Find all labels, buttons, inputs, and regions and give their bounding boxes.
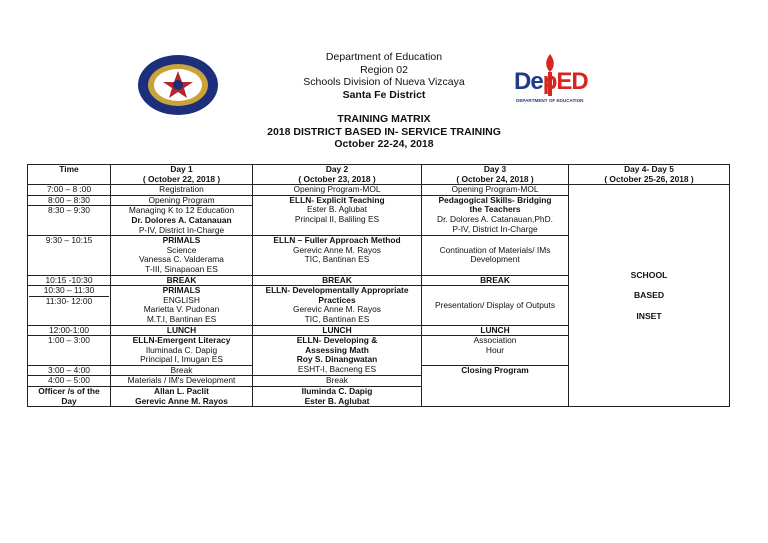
officer-name: Allan L. Paclit	[154, 386, 209, 397]
time-cell: 12:00-1:00	[28, 325, 111, 336]
day1-cell: Registration	[111, 185, 253, 196]
session-title: Assessing Math	[305, 344, 369, 355]
day1-cell: Break	[111, 365, 253, 376]
col-day2-header	[253, 165, 422, 185]
day3-cell	[422, 195, 569, 235]
speaker-name: Dr. Dolores A. Catanauan	[131, 214, 232, 225]
day2-cell	[253, 236, 422, 275]
session-title: ELLN – Fuller Approach Method	[273, 235, 401, 246]
header-district: Santa Fe District	[342, 88, 426, 101]
day2-cell: Opening Program-MOL	[253, 185, 422, 196]
session-title: Pedagogical Skills- Bridging	[438, 195, 552, 205]
title-dates: October 22-24, 2018	[334, 138, 434, 150]
speaker-name: Dr. Dolores A. Catanauan,PhD.	[437, 213, 553, 224]
day1-cell	[111, 236, 253, 275]
day1-cell	[111, 387, 253, 407]
day2-label: Day 2	[325, 164, 349, 174]
deped-logo-subtext: DEPARTMENT OF EDUCATION	[516, 98, 584, 103]
session-title: Continuation of Materials/ IMs	[439, 244, 551, 255]
day2-cell	[253, 336, 422, 376]
day1-date: ( October 22, 2018 )	[142, 173, 221, 184]
speaker-name: Gerevic Anne M. Rayos	[293, 304, 381, 315]
time-label: Officer /s of the	[38, 386, 100, 397]
speaker-position: Principal I, Imugan ES	[140, 354, 223, 365]
table-header-row	[28, 165, 730, 185]
session-title: Hour	[485, 344, 505, 355]
lunch-cell: LUNCH	[422, 325, 569, 336]
day45-school-based-inset	[569, 185, 730, 407]
time-header-label: Time	[59, 164, 79, 174]
col-time-header	[28, 165, 111, 185]
break-cell: BREAK	[111, 275, 253, 286]
session-title: PRIMALS	[162, 285, 201, 296]
day1-cell	[111, 286, 253, 325]
time-cell: 9:30 – 10:15	[28, 236, 111, 275]
day45-label: Day 4- Day 5	[624, 164, 674, 174]
break-cell: BREAK	[422, 275, 569, 286]
header-region: Region 02	[360, 63, 408, 76]
time-cell: 1:00 – 3:00	[28, 336, 111, 366]
day1-cell: Opening Program	[111, 195, 253, 206]
session-title: Development	[470, 254, 520, 265]
header-block	[0, 51, 768, 101]
title-training: 2018 DISTRICT BASED IN- SERVICE TRAINING	[267, 125, 501, 138]
speaker-name: Vanessa C. Valderama	[139, 254, 224, 265]
day2-cell	[253, 195, 422, 235]
break-cell: BREAK	[253, 275, 422, 286]
day3-date: ( October 24, 2018 )	[456, 173, 534, 184]
time-cell	[28, 387, 111, 407]
day3-cell	[422, 336, 569, 366]
time-cell: 10:15 -10:30	[28, 275, 111, 286]
lunch-cell: LUNCH	[111, 325, 253, 336]
day1-cell	[111, 206, 253, 236]
day3-label: Day 3	[483, 164, 507, 174]
session-title: ELLN- Developmentally Appropriate	[265, 285, 409, 296]
speaker-name: Iluminada C. Dapig	[145, 344, 218, 355]
header-division: Schools Division of Nueva Vizcaya	[303, 76, 465, 88]
day3-cell: Closing Program	[422, 365, 569, 406]
session-subject: Science	[166, 244, 197, 255]
session-title: ELLN-Emergent Literacy	[132, 335, 231, 346]
session-title: Association	[473, 335, 517, 346]
speaker-name: Ester B. Aglubat	[306, 204, 368, 215]
day45-line-1: SCHOOL	[630, 269, 668, 280]
speaker-name: Roy S. Dinangwatan	[296, 354, 378, 365]
session-title: PRIMALS	[162, 235, 201, 246]
day2-cell	[253, 286, 422, 325]
session-title: ELLN- Developing &	[296, 335, 378, 346]
title-matrix: TRAINING MATRIX	[337, 113, 431, 125]
speaker-position: ESHT-I, Bacneng ES	[297, 363, 377, 374]
day3-cell: Opening Program-MOL	[422, 185, 569, 196]
time-cell	[28, 286, 111, 325]
session-title: ELLN- Explicit Teaching	[289, 195, 385, 205]
lunch-cell: LUNCH	[253, 325, 422, 336]
deped-logo-text: DepED	[514, 68, 588, 95]
time-cell: 8:30 – 9:30	[28, 206, 111, 236]
day2-cell	[253, 387, 422, 407]
speaker-name: Gerevic Anne M. Rayos	[293, 244, 381, 255]
day3-cell	[422, 236, 569, 275]
day45-date: ( October 25-26, 2018 )	[604, 173, 694, 184]
officer-name: Gerevic Anne M. Rayos	[135, 395, 228, 406]
time-cell: 8:00 – 8:30	[28, 195, 111, 206]
day2-cell: Break	[253, 376, 422, 387]
col-day1-header	[111, 165, 253, 185]
session-title: Practices	[318, 294, 356, 305]
speaker-name: Marietta V. Pudonan	[143, 304, 220, 315]
session-title: the Teachers	[469, 204, 521, 215]
training-matrix-table	[27, 164, 730, 407]
time-label: 11:30- 12:00	[29, 296, 109, 307]
session-title: Managing K to 12 Education	[128, 205, 235, 216]
speaker-position: M.T.I, Bantinan ES	[146, 313, 217, 324]
speaker-position: Principal II, Baliling ES	[294, 213, 380, 224]
day2-date: ( October 23, 2018 )	[298, 173, 376, 184]
table-row	[28, 185, 730, 196]
speaker-position: P-IV, District In-Charge	[138, 224, 225, 235]
speaker-position: T-III, Sinapaoan ES	[145, 263, 218, 274]
day1-cell: Materials / IM's Development	[111, 376, 253, 387]
time-label: Day	[61, 395, 77, 406]
time-cell: 4:00 – 5:00	[28, 376, 111, 387]
header-department: Department of Education	[325, 51, 443, 63]
day3-cell: Presentation/ Display of Outputs	[422, 286, 569, 325]
officer-name: Ester B. Aglubat	[304, 395, 370, 406]
time-cell: 3:00 – 4:00	[28, 365, 111, 376]
speaker-position: TIC, Bantinan ES	[304, 313, 370, 324]
col-day45-header	[569, 165, 730, 185]
time-label: 10:30 – 11:30	[43, 285, 95, 296]
day45-line-3: INSET	[636, 310, 662, 321]
day45-line-2: BASED	[633, 290, 665, 301]
speaker-position: P-IV, District In-Charge	[452, 223, 538, 234]
session-subject: ENGLISH	[163, 294, 200, 305]
day1-label: Day 1	[170, 164, 193, 174]
day1-cell	[111, 336, 253, 366]
speaker-position: TIC, Bantinan ES	[304, 254, 370, 265]
officer-name: Iluminda C. Dapig	[301, 386, 373, 397]
time-cell: 7:00 – 8 :00	[28, 185, 111, 196]
title-block	[0, 113, 768, 151]
col-day3-header	[422, 165, 569, 185]
